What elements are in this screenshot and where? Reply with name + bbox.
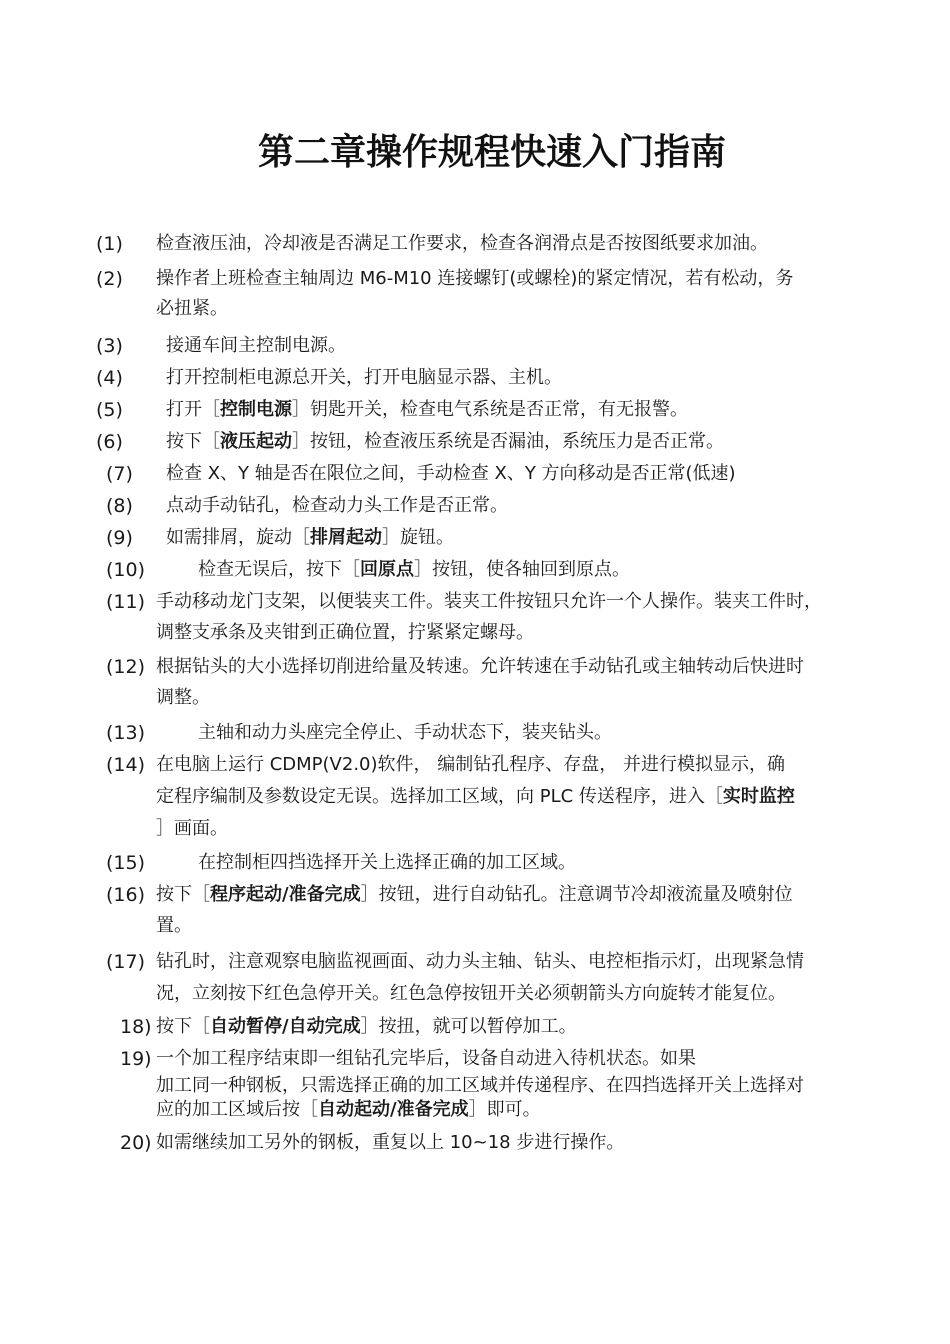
item-number: (3) [96,335,123,357]
item-number: (7) [106,463,133,485]
bold-label: 回原点 [360,559,414,580]
item-number: (9) [106,527,133,549]
bold-label: 自动起动/准备完成 [318,1099,469,1120]
item-text-continued: 调整。 [156,687,210,708]
item-text-continued: 置。 [156,915,192,936]
item-text: 如需继续加工另外的钢板，重复以上 10~18 步进行操作。 [156,1132,625,1153]
item-text: 钻孔时，注意观察电脑监视画面、动力头主轴、钻头、电控柜指示灯，出现紧急情 [156,951,804,972]
item-number: 20) [120,1132,152,1154]
item-text-continued: 调整支承条及夹钳到正确位置，拧紧紧定螺母。 [156,622,534,643]
item-text-continued: ］画面。 [156,818,228,839]
item-number: (15) [106,852,146,874]
item-text: 按下［自动暂停/自动完成］按扭，就可以暂停加工。 [156,1016,577,1037]
item-text: 按下［液压起动］按钮，检查液压系统是否漏油，系统压力是否正常。 [166,431,724,452]
item-text-continued: 应的加工区域后按［自动起动/准备完成］即可。 [156,1099,541,1120]
item-text: 接通车间主控制电源。 [166,335,346,356]
item-text: 一个加工程序结束即一组钻孔完毕后，设备自动进入待机状态。如果 [156,1048,696,1069]
item-number: (16) [106,884,146,906]
item-number: (10) [106,559,146,581]
item-text: 按下［程序起动/准备完成］按钮，进行自动钻孔。注意调节冷却液流量及喷射位 [156,884,793,905]
bold-label: 自动暂停/自动完成 [210,1016,361,1037]
item-text: 在控制柜四挡选择开关上选择正确的加工区域。 [198,852,576,873]
item-number: (1) [96,233,123,255]
item-number: 18) [120,1016,152,1038]
item-text: 手动移动龙门支架，以便装夹工件。装夹工件按钮只允许一个人操作。装夹工件时， [156,591,822,612]
item-text: 如需排屑，旋动［排屑起动］旋钮。 [166,527,454,548]
item-text: 检查无误后，按下［回原点］按钮，使各轴回到原点。 [198,559,630,580]
bold-label: 控制电源 [220,399,292,420]
item-number: (11) [106,591,146,613]
item-number: (12) [106,656,146,678]
item-text-continued: 加工同一种钢板，只需选择正确的加工区域并传递程序、在四挡选择开关上选择对 [156,1075,804,1096]
bold-label: 液压起动 [220,431,292,452]
page-title: 第二章操作规程快速入门指南 [257,132,726,173]
item-number: (4) [96,367,123,389]
item-text: 打开［控制电源］钥匙开关，检查电气系统是否正常，有无报警。 [166,399,688,420]
item-number: (6) [96,431,123,453]
item-text-continued: 况，立刻按下红色急停开关。红色急停按钮开关必须朝箭头方向旋转才能复位。 [156,983,786,1004]
item-text: 检查液压油，冷却液是否满足工作要求，检查各润滑点是否按图纸要求加油。 [156,233,768,254]
item-number: (14) [106,754,146,776]
item-text: 打开控制柜电源总开关，打开电脑显示器、主机。 [166,367,562,388]
item-number: 19) [120,1048,152,1070]
item-text-continued: 定程序编制及参数设定无误。选择加工区域，向 PLC 传送程序，进入［实时监控 [156,786,795,807]
item-number: (2) [96,268,123,290]
item-text: 点动手动钻孔，检查动力头工作是否正常。 [166,495,508,516]
item-text: 根据钻头的大小选择切削进给量及转速。允许转速在手动钻孔或主轴转动后快进时 [156,656,804,677]
item-text-continued: 必扭紧。 [156,298,228,319]
item-number: (5) [96,399,123,421]
bold-label: 程序起动/准备完成 [210,884,361,905]
item-text: 主轴和动力头座完全停止、手动状态下，装夹钻头。 [198,722,612,743]
bold-label: 排屑起动 [310,527,382,548]
item-text: 检查 X、Y 轴是否在限位之间，手动检查 X、Y 方向移动是否正常(低速) [166,463,736,484]
item-number: (13) [106,722,146,744]
item-text: 在电脑上运行 CDMP(V2.0)软件， 编制钻孔程序、存盘， 并进行模拟显示，确 [156,754,785,775]
item-number: (8) [106,495,133,517]
item-number: (17) [106,951,146,973]
item-text: 操作者上班检查主轴周边 M6-M10 连接螺钉(或螺栓)的紧定情况，若有松动，务 [156,268,794,289]
bold-label: 实时监控 [722,786,795,807]
